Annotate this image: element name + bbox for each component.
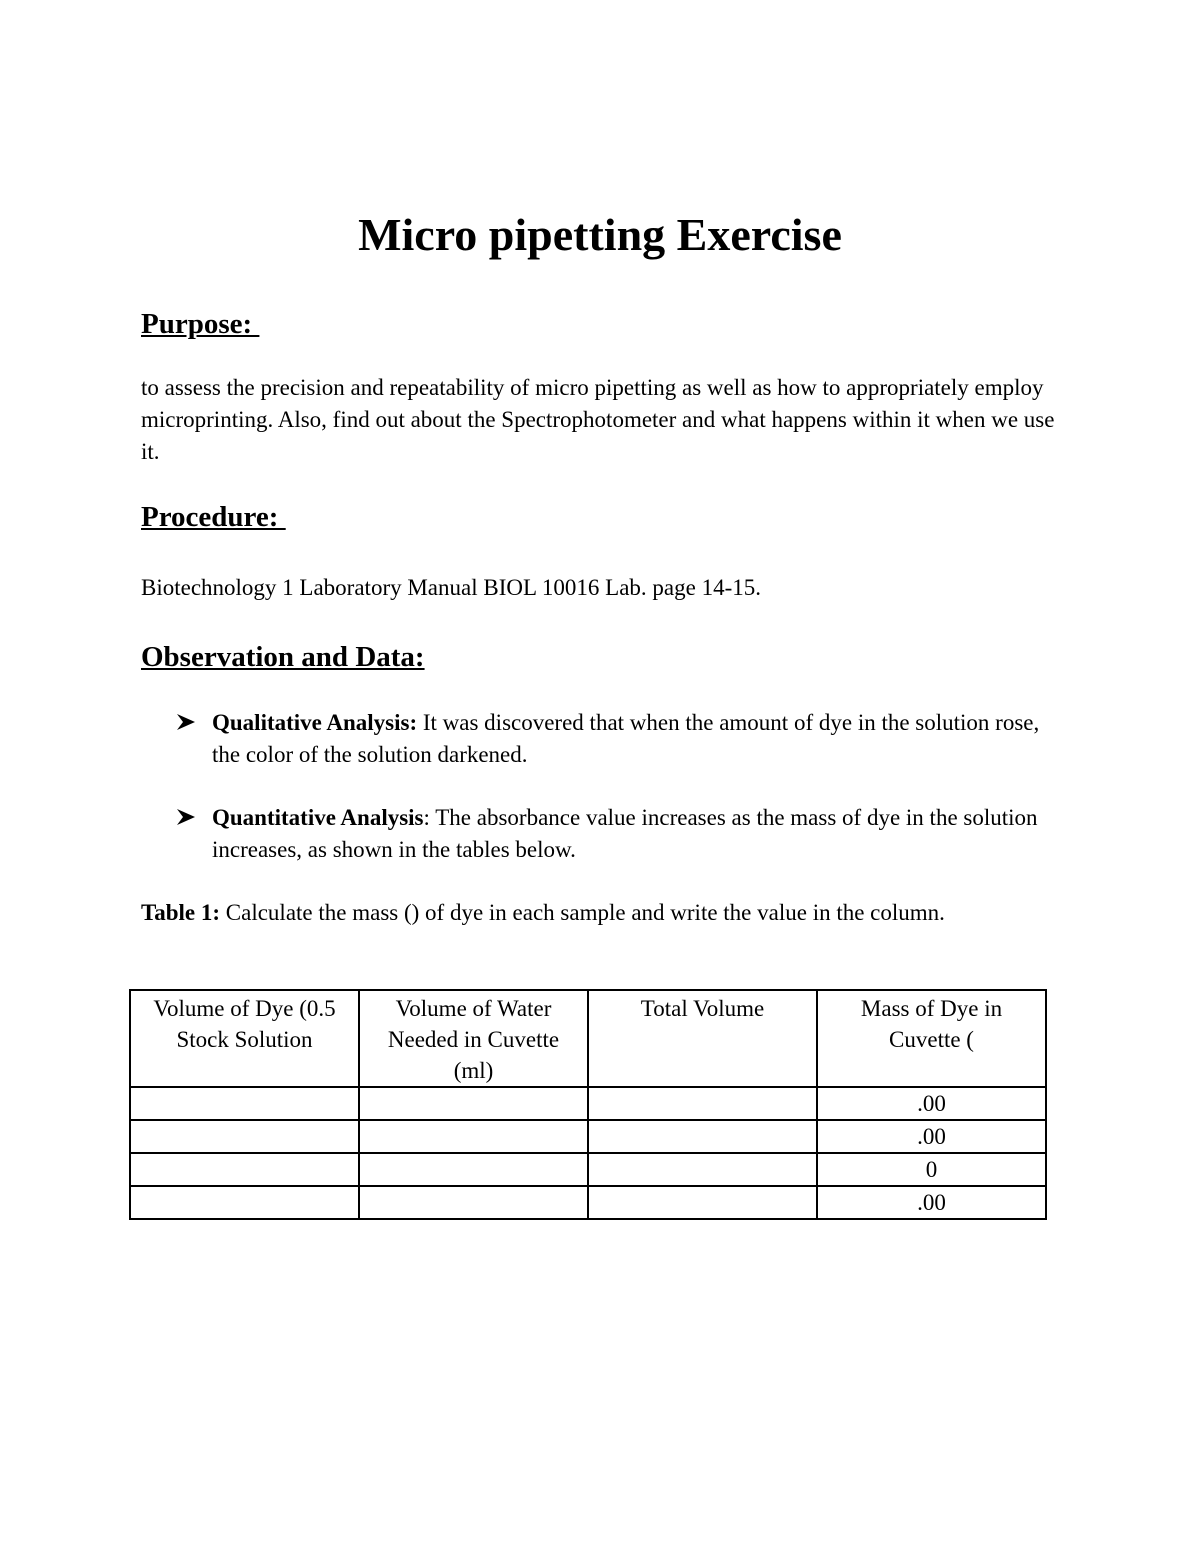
table-cell: .00 bbox=[817, 1120, 1046, 1153]
data-table bbox=[129, 989, 1047, 1220]
table1-caption bbox=[141, 897, 1061, 929]
column-header: Volume of Water Needed in Cuvette (ml) bbox=[359, 990, 588, 1087]
table-cell bbox=[588, 1153, 817, 1186]
table-row bbox=[130, 1087, 1046, 1120]
table-cell bbox=[588, 1087, 817, 1120]
arrowhead-bullet-icon bbox=[175, 806, 197, 828]
table-cell bbox=[359, 1153, 588, 1186]
column-header: Total Volume bbox=[588, 990, 817, 1087]
table-cell bbox=[130, 1186, 359, 1219]
table-cell bbox=[130, 1153, 359, 1186]
table-cell: .00 bbox=[817, 1087, 1046, 1120]
table-cell bbox=[359, 1120, 588, 1153]
table-cell: .00 bbox=[817, 1186, 1046, 1219]
quantitative-bullet bbox=[175, 802, 1055, 866]
quantitative-bullet-text bbox=[212, 802, 1055, 866]
table1-caption-label: Table 1: bbox=[141, 900, 221, 925]
table-header-row bbox=[130, 990, 1046, 1087]
qualitative-bullet bbox=[175, 707, 1055, 771]
table1-caption-text: Calculate the mass () of dye in each sample and write the value in the column. bbox=[220, 900, 945, 925]
table-cell bbox=[359, 1186, 588, 1219]
table-cell bbox=[588, 1120, 817, 1153]
column-header: Volume of Dye (0.5 Stock Solution bbox=[130, 990, 359, 1087]
table-row bbox=[130, 1186, 1046, 1219]
table-row bbox=[130, 1120, 1046, 1153]
quantitative-label: Quantitative Analysis bbox=[212, 805, 424, 830]
table-cell: 0 bbox=[817, 1153, 1046, 1186]
qualitative-bullet-text bbox=[212, 707, 1055, 771]
arrowhead-bullet-icon bbox=[175, 711, 197, 733]
page-title: Micro pipetting Exercise bbox=[358, 209, 842, 260]
procedure-text: Biotechnology 1 Laboratory Manual BIOL 10016 Lab. page 14-15. bbox=[141, 575, 762, 600]
column-header: Mass of Dye in Cuvette ( bbox=[817, 990, 1046, 1087]
qualitative-text: It was discovered that when the amount of dye in the solution rose, the color of the solution darkened. bbox=[212, 710, 1040, 767]
qualitative-label: Qualitative Analysis: bbox=[212, 710, 418, 735]
purpose-heading: Purpose: bbox=[141, 308, 260, 340]
purpose-text: to assess the precision and repeatability of micro pipetting as well as how to appropriately employ microprinting. Also, find out about the Spectrophotometer and what happens within it when we use it. bbox=[141, 375, 1055, 464]
table-cell bbox=[130, 1120, 359, 1153]
observation-heading: Observation and Data: bbox=[141, 641, 425, 673]
table-cell bbox=[359, 1087, 588, 1120]
procedure-heading: Procedure: bbox=[141, 501, 286, 533]
table-row bbox=[130, 1153, 1046, 1186]
quantitative-text: : The absorbance value increases as the mass of dye in the solution increases, as shown in the tables below. bbox=[212, 805, 1038, 862]
table-cell bbox=[130, 1087, 359, 1120]
table-cell bbox=[588, 1186, 817, 1219]
